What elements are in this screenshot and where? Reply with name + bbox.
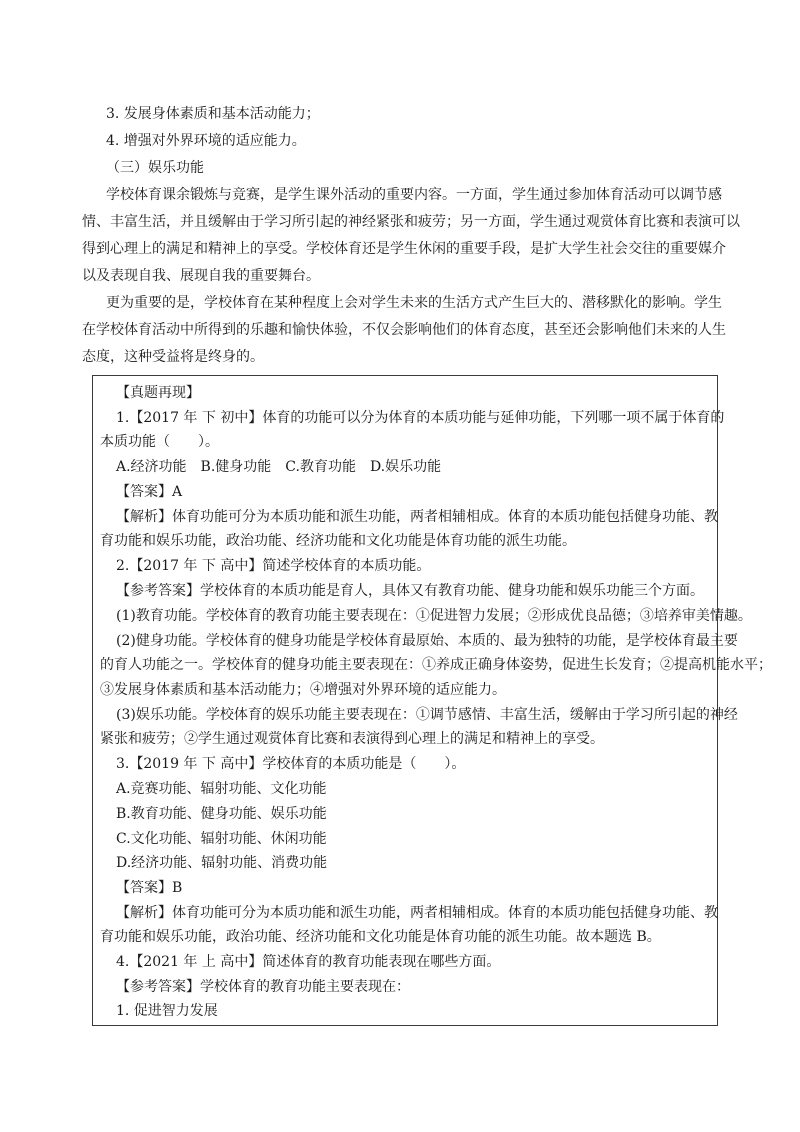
q3-option-d: D.经济功能、辐射功能、消费功能 [116, 855, 328, 871]
intro-item-3: 3. 发展身体素质和基本活动能力； [106, 106, 320, 122]
intro-paragraph-2-line: 态度，这种受益将是终身的。 [82, 349, 264, 365]
intro-paragraph-2-line: 更为重要的是，学校体育在某种程度上会对学生未来的生活方式产生巨大的、潜移默化的影响。学生 [106, 295, 722, 311]
q1-options: A.经济功能 B.健身功能 C.教育功能 D.娱乐功能 [116, 459, 442, 475]
q2-point-3-line: 紧张和疲劳；②学生通过观赏体育比赛和表演得到心理上的满足和精神上的享受。 [100, 731, 604, 747]
q3-stem: 3.【2019 年 下 高中】学校体育的本质功能是（ ）。 [116, 756, 466, 772]
q2-point-2-line: (2)健身功能。学校体育的健身功能是学校体育最原始、本质的、最为独特的功能，是学校体育最主要 [116, 633, 738, 649]
q1-answer: 【答案】A [116, 484, 183, 500]
q1-stem-line: 1.【2017 年 下 初中】体育的功能可以分为体育的本质功能与延伸功能，下列哪一项不属于体育的 [116, 410, 725, 426]
q2-point-2-line: ③发展身体素质和基本活动能力；④增强对外界环境的适应能力。 [100, 682, 506, 698]
q4-item-1: 1. 促进智力发展 [116, 1003, 218, 1019]
section-heading: （三）娱乐功能 [106, 160, 204, 176]
q2-stem: 2.【2017 年 下 高中】简述学校体育的本质功能。 [116, 558, 431, 574]
q2-point-2-line: 的育人功能之一。学校体育的健身功能主要表现在：①养成正确身体姿势，促进生长发育；②提高机能水平； [100, 657, 772, 673]
q1-analysis-line: 【解析】体育功能可分为本质功能和派生功能，两者相辅相成。体育的本质功能包括健身功能、教 [116, 509, 718, 525]
q3-analysis-line: 【解析】体育功能可分为本质功能和派生功能，两者相辅相成。体育的本质功能包括健身功能、教 [116, 905, 718, 921]
q2-reference-answer: 【参考答案】学校体育的本质功能是育人，具体又有教育功能、健身功能和娱乐功能三个方面。 [116, 583, 704, 599]
q3-option-a: A.竞赛功能、辐射功能、文化功能 [116, 781, 327, 797]
q3-analysis-line: 育功能和娱乐功能，政治功能、经济功能和文化功能是体育功能的派生功能。故本题选 B。 [100, 929, 661, 945]
q3-option-c: C.文化功能、辐射功能、休闲功能 [116, 831, 327, 847]
q3-option-b: B.教育功能、健身功能、娱乐功能 [116, 806, 327, 822]
q4-reference-answer: 【参考答案】学校体育的教育功能主要表现在： [116, 979, 410, 995]
q1-stem-line: 本质功能（ ）。 [100, 434, 219, 450]
intro-paragraph-1-line: 以及表现自我、展现自我的重要舞台。 [82, 268, 320, 284]
q2-point-3-line: (3)娱乐功能。学校体育的娱乐功能主要表现在：①调节感情、丰富生活，缓解由于学习所引起的神经 [116, 707, 738, 723]
q4-stem: 4.【2021 年 上 高中】简述体育的教育功能表现在哪些方面。 [116, 954, 501, 970]
intro-paragraph-1-line: 学校体育课余锻炼与竞赛，是学生课外活动的重要内容。一方面，学生通过参加体育活动可以调节感 [106, 187, 722, 203]
exam-header: 【真题再现】 [116, 385, 200, 401]
intro-paragraph-1-line: 得到心理上的满足和精神上的享受。学校体育还是学生休闲的重要手段，是扩大学生社会交往的重要媒介 [82, 241, 726, 257]
intro-paragraph-1-line: 情、丰富生活，并且缓解由于学习所引起的神经紧张和疲劳；另一方面，学生通过观赏体育比赛和表演可以 [82, 214, 740, 230]
q1-analysis-line: 育功能和娱乐功能，政治功能、经济功能和文化功能是体育功能的派生功能。 [100, 533, 576, 549]
intro-paragraph-2-line: 在学校体育活动中所得到的乐趣和愉快体验，不仅会影响他们的体育态度，甚至还会影响他们未来的人生 [82, 322, 726, 338]
intro-item-4: 4. 增强对外界环境的适应能力。 [106, 133, 306, 149]
q3-answer: 【答案】B [116, 880, 183, 896]
q2-point-1: (1)教育功能。学校体育的教育功能主要表现在：①促进智力发展；②形成优良品德；③培养审美情趣。 [116, 608, 752, 624]
